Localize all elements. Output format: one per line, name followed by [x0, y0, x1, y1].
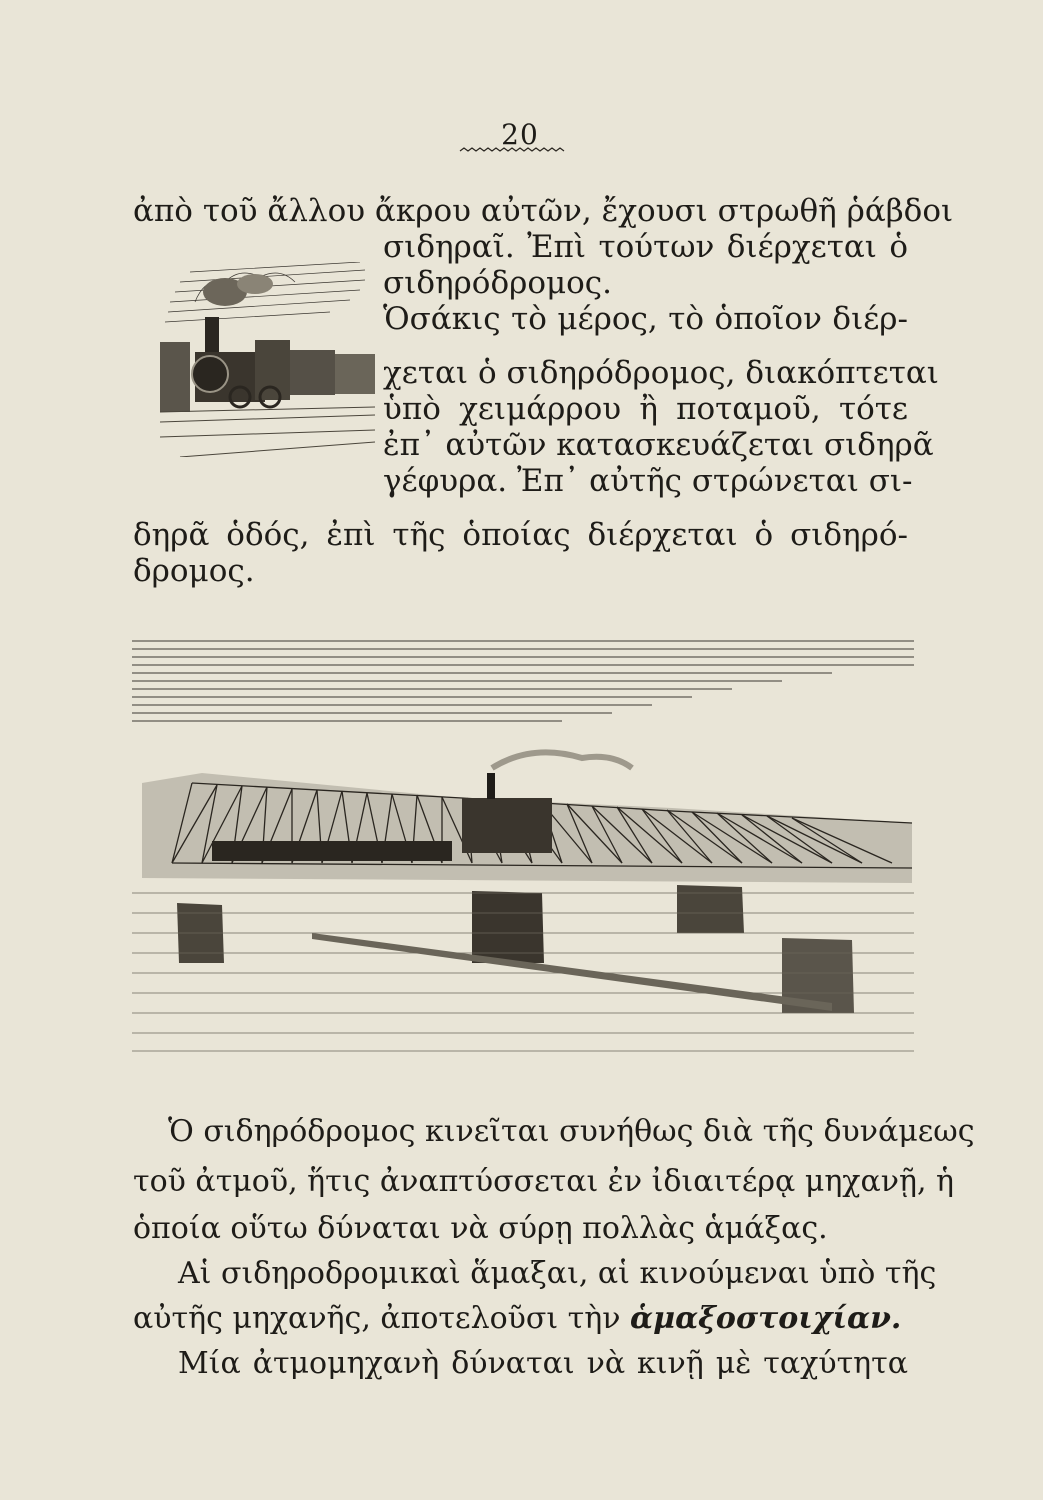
text-line	[133, 1300, 901, 1337]
bridge-engraving	[132, 633, 914, 1065]
text-line: ὑπὸ χειμάρρου ἢ ποταμοῦ, τότε	[383, 391, 908, 427]
page-number: 20	[501, 118, 539, 151]
text-line: δηρᾶ ὁδός, ἐπὶ τῆς ὁποίας διέρχεται ὁ σιδηρό-	[133, 517, 908, 553]
text-line: Ὁ σιδηρόδρομος κινεῖται συνήθως διὰ τῆς δυνάμεως	[168, 1114, 975, 1149]
text-line: χεται ὁ σιδηρόδρομος, διακόπτεται	[383, 355, 939, 391]
text-line: σιδηραῖ. Ἐπὶ τούτων διέρχεται ὁ	[383, 229, 908, 265]
text-line: σιδηρόδρομος.	[383, 265, 613, 301]
text-segment: αὐτῆς μηχανῆς, ἀποτελοῦσι τὴν	[133, 1301, 621, 1336]
text-line: γέφυρα. Ἐπ᾽ αὐτῆς στρώνεται σι-	[383, 463, 913, 499]
text-line: Ὁσάκις τὸ μέρος, τὸ ὁποῖον διέρ-	[383, 301, 908, 337]
text-line: τοῦ ἀτμοῦ, ἥτις ἀναπτύσσεται ἐν ἰδιαιτέρᾳ μηχανῇ, ἡ	[133, 1164, 955, 1199]
text-line: Μία ἀτμομηχανὴ δύναται νὰ κινῇ μὲ ταχύτητα	[178, 1346, 908, 1381]
text-line: ἐπ᾽ αὐτῶν κατασκευάζεται σιδηρᾶ	[383, 427, 934, 463]
text-line: Αἱ σιδηροδρομικαὶ ἅμαξαι, αἱ κινούμεναι ὑπὸ τῆς	[178, 1256, 937, 1291]
text-line: ἀπὸ τοῦ ἄλλου ἄκρου αὐτῶν, ἔχουσι στρωθῆ ῥάβδοι	[133, 193, 954, 229]
page-number-ornament	[458, 146, 570, 156]
emphasized-term: ἁμαξοστοιχίαν.	[630, 1301, 902, 1336]
locomotive-engraving	[160, 262, 375, 457]
text-line: ὁποία οὕτω δύναται νὰ σύρῃ πολλὰς ἁμάξας.	[133, 1211, 828, 1246]
text-line: δρομος.	[133, 553, 255, 589]
